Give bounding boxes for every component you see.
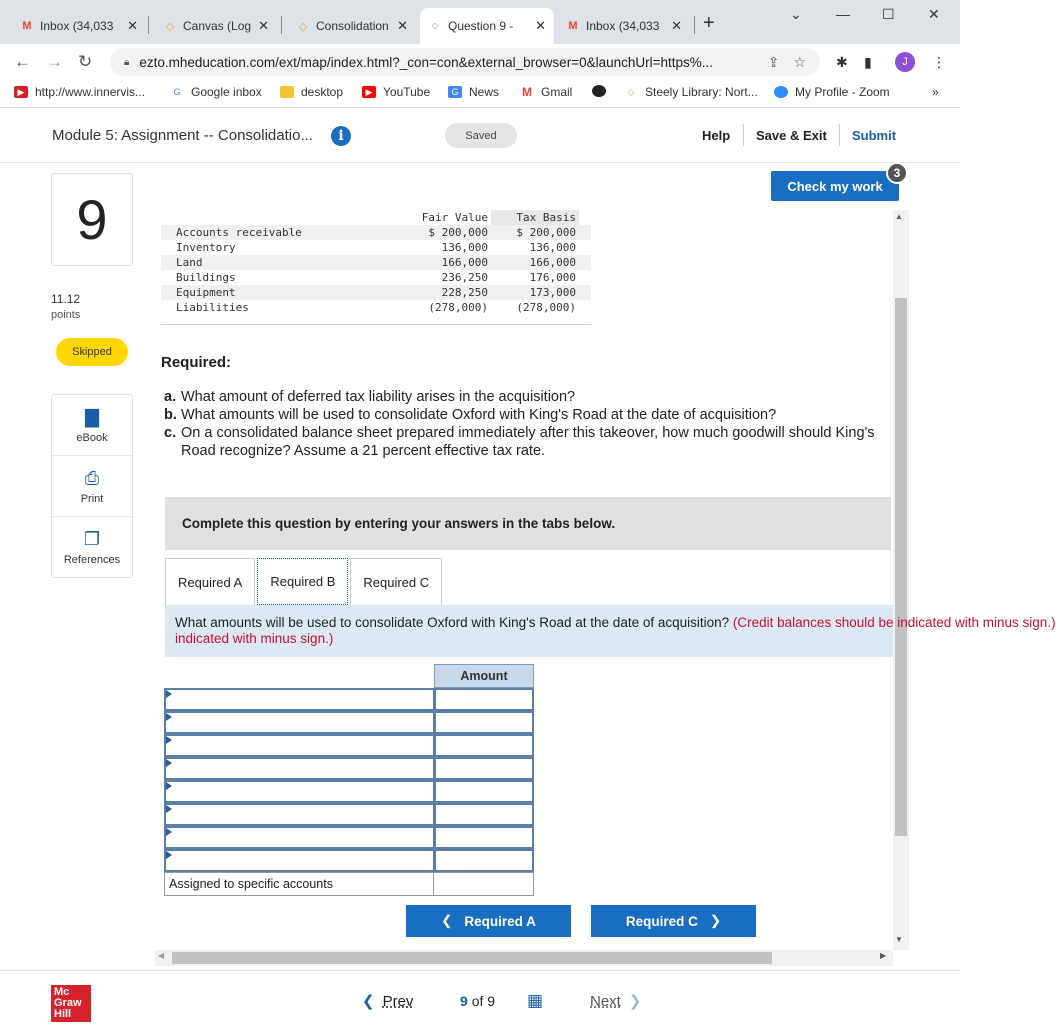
url-text: ezto.mheducation.com/ext/map/index.html?_con=con&external_browser=0&launchUrl=https%... [139,54,714,70]
list-item: c. On a consolidated balance sheet prepared immediately after this takeover, how much goodwill should King's Road recognize? Assume a 21 percent effective tax rate. [164,425,875,459]
gmail-icon: M [22,20,32,32]
amount-header: Amount [434,664,534,688]
tool-label: References [63,554,121,566]
browser-tab[interactable] [12,8,146,44]
bookmark-item[interactable] [592,85,613,97]
page-counter[interactable]: 9 of 9 [460,993,496,1009]
canvas-icon: ◇ [627,86,635,97]
instructions-banner: Complete this question by entering your answers in the tabs below. [165,497,891,550]
prev-question-button[interactable]: ❮ Prev [362,993,414,1010]
chevron-left-icon: ❮ [441,913,453,928]
module-title: Module 5: Assignment -- Consolidatio... [52,127,313,144]
attempts-badge: 3 [886,162,908,184]
table-row [164,826,534,849]
scroll-left-icon[interactable]: ◀ [158,951,165,960]
bookmark-item[interactable]: My Profile - Zoom [774,85,890,99]
youtube-icon: ▶ [362,86,376,98]
browser-tab[interactable] [288,8,416,44]
bookmark-item[interactable]: G News [448,85,499,99]
amount-input[interactable] [434,757,534,780]
browser-tab[interactable] [155,8,277,44]
table-row [164,849,534,872]
table-row: Inventory 136,000 136,000 [176,241,576,254]
list-item: b. What amounts will be used to consolidate Oxford with King's Road at the date of acquisition? [164,407,777,423]
next-required-button[interactable]: Required C ❯ [591,905,756,937]
close-tab-icon[interactable]: ✕ [397,18,408,33]
list-item: a. What amount of deferred tax liability arises in the acquisition? [164,389,576,405]
vertical-scroll-thumb[interactable] [895,298,907,836]
save-exit-button[interactable]: Save & Exit [756,128,827,143]
table-row: Land 166,000 166,000 [161,255,591,270]
close-window-icon[interactable]: ✕ [928,6,940,22]
references-button[interactable] [52,517,132,578]
amount-input[interactable] [434,826,534,849]
grid-icon[interactable]: ▦ [527,991,544,1010]
required-heading: Required: [161,354,232,371]
tool-label: Print [80,492,104,505]
canvas-icon: ◇ [298,20,308,33]
tab-title: Consolidation [316,19,389,33]
tab-required-c[interactable]: Required C [350,558,442,605]
assignment-header [0,108,960,163]
maximize-icon[interactable]: ☐ [882,6,895,22]
book-icon: ▇ [85,406,99,427]
amount-input[interactable] [434,688,534,711]
answer-table [164,664,534,896]
tab-search-icon[interactable]: ⌄ [790,6,802,22]
horizontal-scroll-thumb[interactable] [172,952,772,964]
print-button[interactable] [52,456,132,517]
help-button[interactable]: Help [702,128,731,143]
footer-label: Assigned to specific accounts [164,872,434,896]
account-select[interactable] [164,688,434,711]
account-select[interactable] [164,849,434,872]
table-row: Buildings 236,250 176,000 [176,271,576,284]
check-my-work-button[interactable]: Check my work [771,171,899,201]
account-select[interactable] [164,734,434,757]
minimize-icon[interactable]: — [836,6,850,22]
table-row [164,757,534,780]
prompt-text: What amounts will be used to consolidate Oxford with King's Road at the date of acquisition? [175,615,733,630]
ebook-button[interactable] [52,395,132,456]
gmail-icon: M [568,20,578,32]
table-row [164,780,534,803]
requirements-list [164,388,884,460]
profile-avatar[interactable]: J [895,52,915,72]
table-row: Liabilities (278,000) (278,000) [176,301,576,314]
tools-panel [51,394,133,578]
fair-value-table [161,210,591,325]
tab-title: Inbox (34,033 [40,19,114,33]
question-number: 9 [51,173,133,266]
mcgraw-hill-logo: Mc Graw Hill [51,985,91,1022]
folder-icon [280,86,294,98]
scroll-up-icon[interactable]: ▲ [895,212,903,221]
bookmark-item[interactable]: ▶ http://www.innervis... [14,85,145,99]
tool-label: eBook [76,431,108,444]
tab-required-a[interactable]: Required A [165,558,255,605]
chevron-left-icon: ❮ [362,993,375,1010]
points-display [51,292,80,321]
submit-button[interactable]: Submit [852,128,897,143]
account-select[interactable] [164,826,434,849]
browser-tab-bar [0,0,960,44]
gmail-icon: M [522,85,532,99]
browser-tab-active[interactable] [420,8,554,44]
points-label: points [51,309,81,321]
table-row [164,734,534,757]
share-icon[interactable]: ⇪ [767,53,780,70]
tab-required-b[interactable]: Required B [257,558,348,605]
account-select[interactable] [164,711,434,734]
tab-title: Canvas (Log [183,19,252,33]
amount-input[interactable] [434,734,534,757]
tab-title: Question 9 - [448,19,514,33]
printer-icon: ⎙ [84,467,100,488]
browser-tab[interactable] [558,8,690,44]
saved-status: Saved [445,123,517,148]
new-tab-icon[interactable]: + [703,12,715,34]
account-select[interactable] [164,803,434,826]
chevron-right-icon: ❯ [709,913,722,928]
back-icon[interactable]: ← [14,52,31,71]
question-prompt [165,605,1056,657]
menu-icon[interactable]: ⋮ [932,54,946,70]
next-question-button[interactable]: Next ❯ [590,993,642,1010]
amount-input[interactable] [434,849,534,872]
table-row: Equipment 228,250 173,000 [161,285,591,300]
extensions-icon[interactable]: ✱ [836,54,848,70]
bookmark-item[interactable]: desktop [280,85,343,99]
table-row: Accounts receivable $ 200,000 $ 200,000 [161,225,591,240]
sidepanel-icon[interactable]: ▮ [864,54,872,70]
lock-icon: 🔒︎ [124,56,130,68]
account-select[interactable] [164,757,434,780]
google-icon: G [173,87,181,97]
amount-input[interactable] [434,803,534,826]
browser-toolbar [0,44,960,80]
prompt-note-line2: indicated with minus sign.) [175,631,334,646]
required-tabs [165,558,444,605]
status-badge: Skipped [56,338,128,366]
globe-icon [592,85,606,97]
zoom-icon [774,86,788,98]
bookmark-item[interactable]: ▶ YouTube [362,85,430,99]
reload-icon[interactable]: ↻ [78,52,93,71]
close-tab-icon[interactable]: ✕ [671,18,682,33]
bookmark-item[interactable]: ◇ Steely Library: Nort... [624,85,758,99]
footer-amount [434,872,534,896]
more-bookmarks-icon[interactable]: » [932,85,939,99]
close-tab-icon[interactable]: ✕ [535,18,546,33]
tab-title: Inbox (34,033 [586,19,660,33]
scroll-right-icon[interactable]: ▶ [880,951,887,960]
table-row [164,803,534,826]
close-tab-icon[interactable]: ✕ [258,18,269,33]
bookmark-item[interactable]: G Google inbox [170,85,262,99]
table-header [161,210,591,225]
chevron-right-icon: ❯ [628,993,642,1010]
bookmark-star-icon[interactable]: ☆ [793,53,806,70]
bookmark-item[interactable]: M Gmail [522,85,573,99]
amount-input[interactable] [434,780,534,803]
youtube-icon: ▶ [14,86,28,98]
scroll-down-icon[interactable]: ▼ [895,935,903,944]
account-select[interactable] [164,780,434,803]
bookmarks-bar [0,80,960,108]
news-icon: G [448,86,462,98]
column-header: Fair Value [421,211,488,224]
table-row [164,711,534,734]
amount-input[interactable] [434,711,534,734]
canvas-icon: ◇ [165,20,175,33]
address-bar[interactable] [110,48,820,76]
column-header: Tax Basis [491,210,579,225]
prompt-note: (Credit balances should be indicated with minus sign.) [732,615,1056,630]
globe-icon: ◌ [431,20,439,32]
table-footer-row [164,872,534,896]
table-row [164,688,534,711]
points-value: 11.12 [51,292,81,306]
prev-required-button[interactable]: ❮ Required A [406,905,571,937]
info-icon[interactable]: i [331,126,351,146]
forward-icon[interactable]: → [46,52,63,71]
references-icon: ❐ [83,529,101,549]
close-tab-icon[interactable]: ✕ [127,18,138,33]
